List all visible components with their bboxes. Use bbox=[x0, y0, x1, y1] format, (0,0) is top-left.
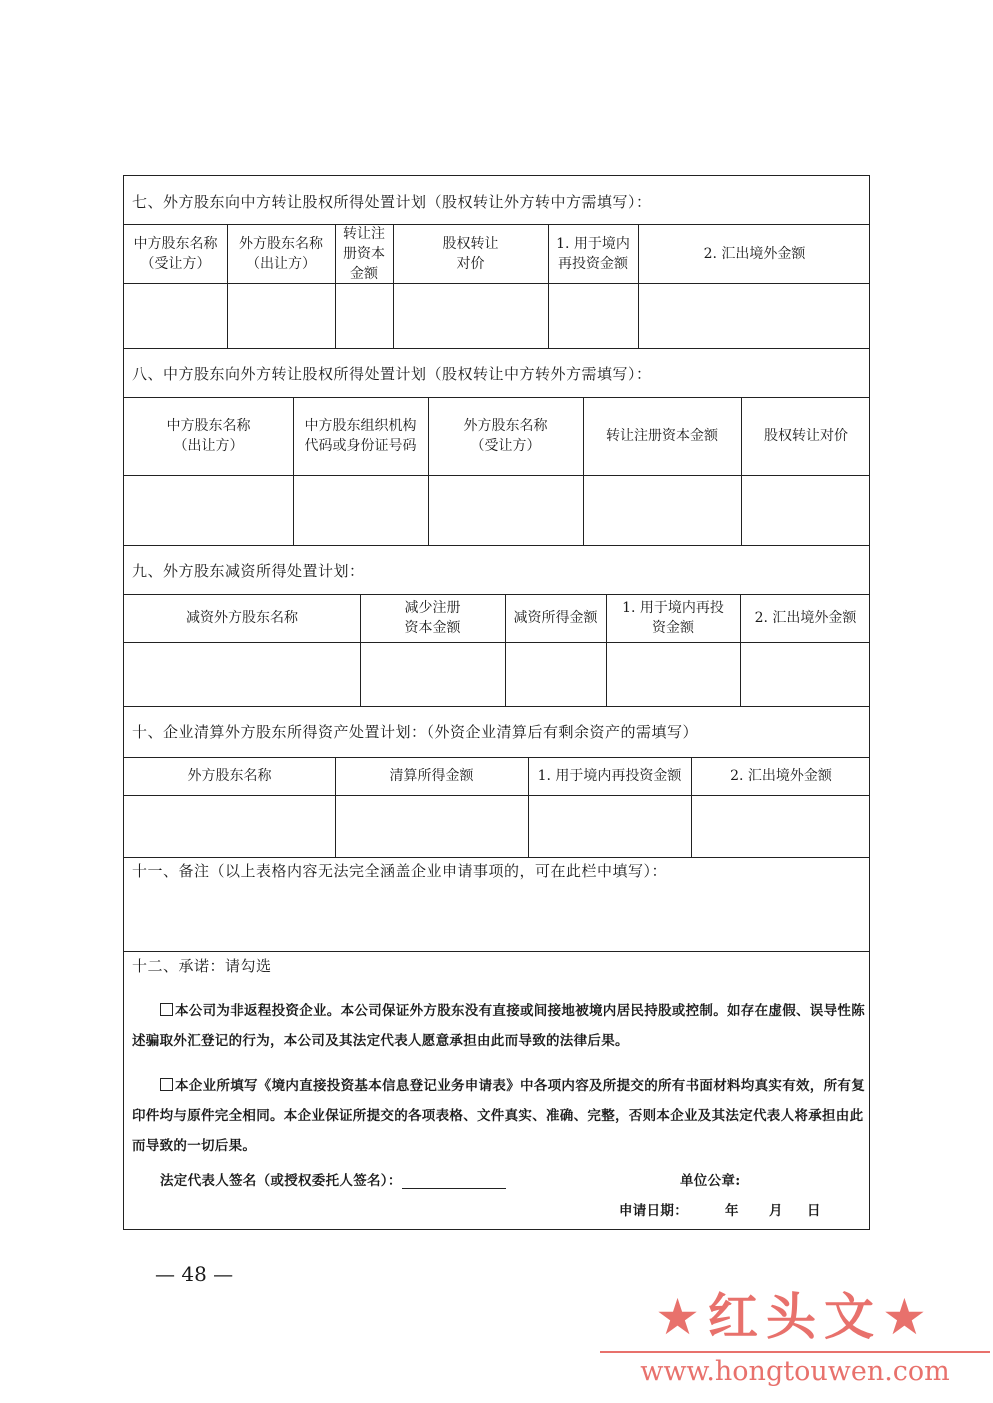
column-header: 中方股东名称 （受让方） bbox=[133, 235, 218, 272]
seal-label: 单位公章: bbox=[680, 1173, 741, 1189]
column-header: 1. 用于境内 再投资金额 bbox=[556, 235, 630, 272]
pledge-1-checkbox[interactable] bbox=[160, 1003, 173, 1016]
signature-line[interactable] bbox=[402, 1174, 506, 1189]
column-header: 1. 用于境内再投 资金额 bbox=[622, 600, 724, 636]
column-header: 2. 汇出境外金额 bbox=[703, 245, 806, 262]
signature-label: 法定代表人签名（或授权委托人签名）： bbox=[160, 1173, 402, 1189]
divider bbox=[124, 795, 869, 796]
pledge-2-checkbox[interactable] bbox=[160, 1078, 173, 1091]
column-header: 减资所得金额 bbox=[513, 610, 598, 626]
watermark-url: www.hongtouwen.com bbox=[640, 1356, 950, 1387]
column-header: 中方股东组织机构 代码或身份证号码 bbox=[304, 418, 417, 454]
section-7-title: 七、外方股东向中方转让股权所得处置计划（股权转让外方转中方需填写）： bbox=[132, 193, 652, 211]
date-day[interactable]: 日 bbox=[807, 1203, 821, 1219]
divider bbox=[124, 857, 869, 858]
column-header: 股权转让对价 bbox=[764, 428, 848, 444]
divider bbox=[124, 348, 869, 349]
column-header: 股权转让 对价 bbox=[442, 235, 499, 272]
date-month[interactable]: 月 bbox=[769, 1203, 783, 1219]
column-header: 外方股东名称 bbox=[187, 768, 272, 784]
date-label: 申请日期： bbox=[619, 1203, 688, 1219]
watermark bbox=[600, 1285, 990, 1395]
pledge-truthfulness[interactable] bbox=[132, 1071, 867, 1161]
column-header: 2. 汇出境外金额 bbox=[754, 610, 857, 626]
column-header: 外方股东名称 （出让方） bbox=[239, 235, 323, 272]
column-header: 减资外方股东名称 bbox=[186, 610, 298, 626]
divider bbox=[124, 545, 869, 546]
section-10-title: 十、企业清算外方股东所得资产处置计划：（外资企业清算后有剩余资产的需填写） bbox=[132, 723, 699, 741]
section-12-title: 十二、承诺：请勾选 bbox=[132, 957, 272, 975]
pledge-2-text: 本企业所填写《境内直接投资基本信息登记业务申请表》中各项内容及所提交的所有书面材料均真实有效，所有复印件均与原件完全相同。本企业保证所提交的各项表格、文件真实、准确、完整，否则本企业及其法定代表人将承担由此而导致的一切后果。 bbox=[132, 1078, 865, 1154]
column-header: 转让注册资本金额 bbox=[606, 428, 718, 444]
date-row bbox=[619, 1199, 859, 1219]
watermark-rule bbox=[600, 1351, 990, 1353]
divider bbox=[124, 283, 869, 284]
column-header: 减少注册 资本金额 bbox=[404, 600, 461, 636]
column-header: 2. 汇出境外金额 bbox=[730, 768, 832, 784]
date-year[interactable]: 年 bbox=[725, 1203, 739, 1219]
application-form bbox=[123, 175, 870, 1230]
column-header: 中方股东名称 （出让方） bbox=[166, 418, 251, 454]
signature-row bbox=[160, 1169, 860, 1189]
pledge-1-text: 本公司为非返程投资企业。本公司保证外方股东没有直接或间接地被境内居民持股或控制。如存在虚假、误导性陈述骗取外汇登记的行为，本公司及其法定代表人愿意承担由此而导致的法律后果。 bbox=[132, 1003, 865, 1049]
section-8-title: 八、中方股东向外方转让股权所得处置计划（股权转让中方转外方需填写）： bbox=[132, 365, 652, 383]
column-header: 1. 用于境内再投资金额 bbox=[537, 768, 682, 784]
divider bbox=[124, 475, 869, 476]
watermark-title: ★红头文★ bbox=[655, 1288, 935, 1346]
divider bbox=[124, 706, 869, 707]
column-header: 外方股东名称 （受让方） bbox=[463, 418, 548, 454]
page-number: — 48 — bbox=[155, 1262, 234, 1286]
column-header: 转让注 册资本 金额 bbox=[343, 225, 385, 282]
section-9-title: 九、外方股东减资所得处置计划： bbox=[132, 562, 365, 580]
column-header: 清算所得金额 bbox=[389, 768, 474, 784]
section-11-title: 十一、备注（以上表格内容无法完全涵盖企业申请事项的，可在此栏中填写）： bbox=[132, 862, 668, 880]
divider bbox=[124, 642, 869, 643]
pledge-non-round-trip[interactable] bbox=[132, 996, 867, 1056]
divider bbox=[124, 951, 869, 952]
